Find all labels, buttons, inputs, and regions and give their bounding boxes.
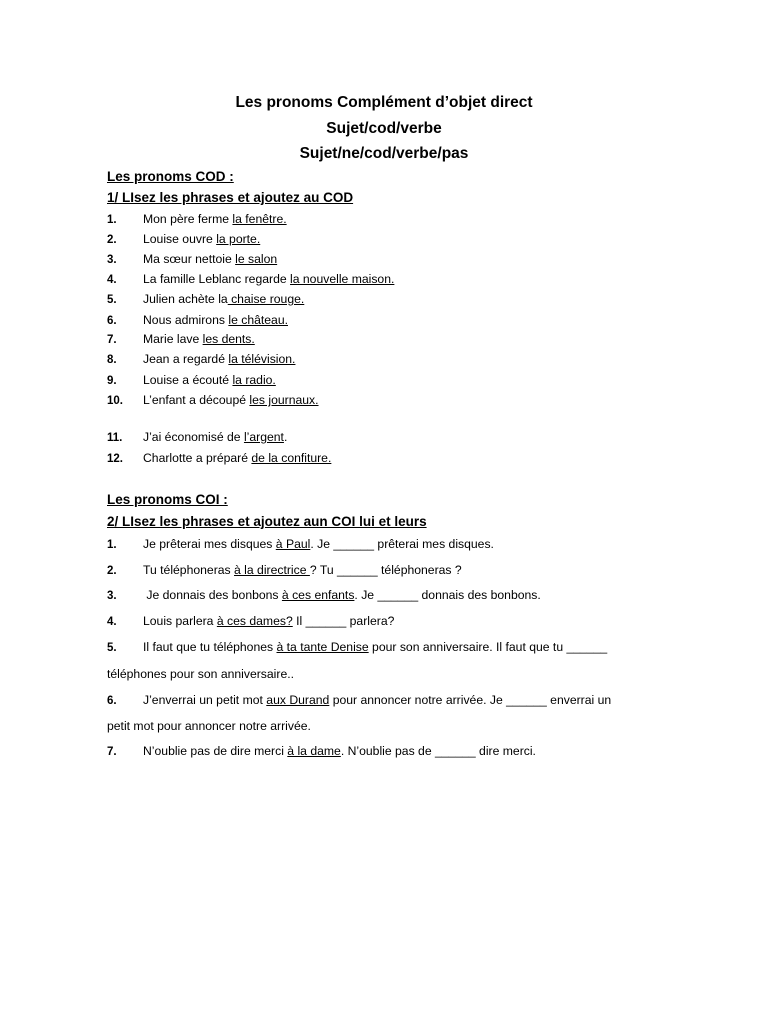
item-number: 4. bbox=[107, 616, 117, 628]
item-text: Marie lave bbox=[143, 332, 203, 346]
item-underlined: la nouvelle maison. bbox=[290, 272, 395, 286]
section-coi-instruction: 2/ LIsez les phrases et ajoutez aun COI lui et leurs bbox=[107, 514, 427, 529]
section-cod-instruction: 1/ LIsez les phrases et ajoutez au COD bbox=[107, 190, 354, 205]
item-number: 6. bbox=[107, 695, 117, 707]
item-number: 6. bbox=[107, 315, 117, 327]
document-title: Les pronoms Complément d’objet direct bbox=[235, 94, 533, 111]
item-number: 12. bbox=[107, 453, 123, 465]
item-text-end: Il ______ parlera? bbox=[292, 614, 395, 628]
item-text: Julien achète la bbox=[143, 292, 228, 306]
item-number: 1. bbox=[107, 539, 117, 551]
list-item bbox=[107, 211, 647, 228]
item-text-end: ? Tu ______ téléphoneras ? bbox=[309, 563, 462, 577]
list-item bbox=[107, 613, 647, 630]
item-text: Nous admirons bbox=[143, 313, 229, 327]
list-item bbox=[107, 562, 647, 579]
item-number: 10. bbox=[107, 395, 123, 407]
item-underlined: la porte. bbox=[216, 232, 261, 246]
item-number: 11. bbox=[107, 432, 123, 444]
list-item bbox=[107, 536, 647, 553]
item-number: 2. bbox=[107, 565, 117, 577]
item-text: Mon père ferme bbox=[143, 212, 233, 226]
list-item bbox=[107, 251, 647, 268]
item-number: 9. bbox=[107, 375, 117, 387]
item-underlined: l’argent bbox=[243, 430, 284, 444]
item-text: Jean a regardé bbox=[143, 352, 229, 366]
item-underlined: à la dame bbox=[287, 744, 341, 758]
item-underlined: chaise rouge. bbox=[227, 292, 305, 306]
item-number: 5. bbox=[107, 294, 117, 306]
item-number: 1. bbox=[107, 214, 117, 226]
item-underlined: à ces enfants bbox=[281, 588, 355, 602]
list-item bbox=[107, 291, 647, 308]
item-text: Tu téléphoneras bbox=[143, 563, 235, 577]
item-text-end: pour annoncer notre arrivée. Je ______ enverrai un bbox=[329, 693, 612, 707]
list-item bbox=[107, 231, 647, 248]
item-text: L’enfant a découpé bbox=[143, 393, 250, 407]
item-text: J’ai économisé de bbox=[143, 430, 244, 444]
list-item bbox=[107, 587, 647, 604]
item-number: 3. bbox=[107, 254, 117, 266]
item-text-end: . Je ______ prêterai mes disques. bbox=[310, 537, 494, 551]
list-item bbox=[107, 639, 647, 656]
item-underlined: à Paul bbox=[275, 537, 311, 551]
section-coi-heading: Les pronoms COI : bbox=[107, 492, 228, 507]
item-underlined: à la directrice bbox=[234, 563, 310, 577]
item-text: J’enverrai un petit mot bbox=[143, 693, 267, 707]
list-item bbox=[107, 692, 647, 709]
item-text: La famille Leblanc regarde bbox=[143, 272, 291, 286]
item-text: Je donnais des bonbons bbox=[143, 588, 282, 602]
item-text-end: . N’oublie pas de ______ dire merci. bbox=[340, 744, 536, 758]
list-item bbox=[107, 312, 647, 329]
item-number: 5. bbox=[107, 642, 117, 654]
item-underlined: de la confiture. bbox=[251, 451, 332, 465]
item-number: 8. bbox=[107, 354, 117, 366]
item-text-end: . bbox=[283, 430, 288, 444]
item-number: 2. bbox=[107, 234, 117, 246]
item-underlined: les dents. bbox=[202, 332, 255, 346]
item-underlined: à ta tante Denise bbox=[276, 640, 369, 654]
subtitle-negative: Sujet/ne/cod/verbe/pas bbox=[299, 145, 469, 162]
item-continuation: téléphones pour son anniversaire.. bbox=[107, 667, 294, 681]
item-number: 7. bbox=[107, 334, 117, 346]
item-underlined: à ces dames? bbox=[216, 614, 293, 628]
item-number: 7. bbox=[107, 746, 117, 758]
list-item bbox=[107, 351, 647, 368]
item-number: 4. bbox=[107, 274, 117, 286]
list-item bbox=[107, 450, 647, 467]
item-text-end: . Je ______ donnais des bonbons. bbox=[354, 588, 541, 602]
list-item bbox=[107, 271, 647, 288]
item-text: Ma sœur nettoie bbox=[143, 252, 236, 266]
item-underlined: la télévision. bbox=[228, 352, 296, 366]
item-underlined: les journaux. bbox=[249, 393, 319, 407]
item-underlined: la fenêtre. bbox=[232, 212, 287, 226]
item-text: Louise a écouté bbox=[143, 373, 233, 387]
item-text-end: pour son anniversaire. Il faut que tu ______ bbox=[368, 640, 608, 654]
item-continuation: petit mot pour annoncer notre arrivée. bbox=[107, 719, 311, 733]
item-underlined: la radio. bbox=[232, 373, 276, 387]
item-underlined: le salon bbox=[235, 252, 278, 266]
list-item bbox=[107, 392, 647, 409]
list-item bbox=[107, 372, 647, 389]
item-text: Louise ouvre bbox=[143, 232, 217, 246]
item-underlined: aux Durand bbox=[266, 693, 330, 707]
item-text: Louis parlera bbox=[143, 614, 217, 628]
item-text: Je prêterai mes disques bbox=[143, 537, 276, 551]
list-item bbox=[107, 429, 647, 446]
list-item bbox=[107, 743, 647, 760]
item-underlined: le château. bbox=[228, 313, 288, 327]
subtitle-affirmative: Sujet/cod/verbe bbox=[326, 120, 442, 137]
list-item bbox=[107, 331, 647, 348]
item-text: Il faut que tu téléphones bbox=[143, 640, 277, 654]
item-text: N’oublie pas de dire merci bbox=[143, 744, 288, 758]
section-cod-heading: Les pronoms COD : bbox=[107, 169, 234, 184]
item-text: Charlotte a préparé bbox=[143, 451, 252, 465]
item-number: 3. bbox=[107, 590, 117, 602]
